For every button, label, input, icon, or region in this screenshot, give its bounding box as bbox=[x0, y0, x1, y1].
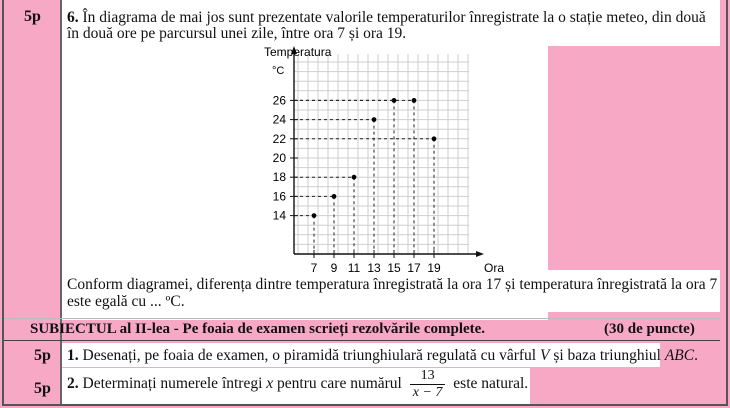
q1-number: 1. bbox=[67, 347, 79, 364]
x-tick-label: 17 bbox=[407, 261, 421, 274]
y-tick-label: 22 bbox=[272, 131, 286, 146]
q2-text-c: este natural. bbox=[453, 375, 529, 393]
q2-text-b: pentru care numărul bbox=[277, 375, 402, 393]
x-tick-label: 15 bbox=[387, 261, 401, 274]
x-axis-title: Ora bbox=[484, 261, 505, 274]
q1-text-b: și baza triunghiul bbox=[553, 347, 661, 364]
temperature-chart bbox=[262, 44, 522, 274]
data-point bbox=[352, 175, 357, 180]
y-axis-unit: °C bbox=[272, 65, 285, 77]
q2-fraction-denominator: x − 7 bbox=[412, 385, 443, 400]
q6-text-1: În diagrama de mai jos sunt prezentate valorile temperaturilor înregistrate la o stație meteo, din două bbox=[82, 9, 706, 26]
q2-number: 2. bbox=[67, 375, 79, 393]
data-point bbox=[332, 194, 337, 199]
q2-line bbox=[67, 368, 528, 401]
x-tick-label: 11 bbox=[347, 261, 361, 274]
y-axis-title: Temperatura bbox=[264, 45, 332, 59]
q1-points: 5p bbox=[34, 347, 51, 364]
x-tick-label: 9 bbox=[330, 261, 338, 274]
q6-points: 5p bbox=[24, 8, 41, 25]
data-point bbox=[412, 98, 417, 103]
data-point bbox=[432, 136, 437, 141]
section-top-rule bbox=[4, 318, 720, 319]
section-2-score: (30 de puncte) bbox=[604, 321, 695, 337]
q1-text-c: . bbox=[694, 347, 698, 364]
y-tick-label: 16 bbox=[272, 189, 286, 204]
data-point bbox=[372, 117, 377, 122]
x-tick-label: 19 bbox=[427, 261, 441, 274]
data-point bbox=[312, 213, 317, 218]
x-tick-label: 13 bbox=[367, 261, 381, 274]
section-2-title: SUBIECTUL al II-lea - Pe foaia de examen scrieți rezolvările complete. bbox=[30, 321, 486, 337]
y-tick-label: 14 bbox=[272, 208, 286, 223]
y-tick-label: 18 bbox=[272, 170, 286, 185]
points-column-separator bbox=[60, 0, 62, 404]
q6-after-line-2: este egală cu ... ºC. bbox=[67, 293, 185, 310]
q2-points: 5p bbox=[34, 380, 51, 397]
section-bottom-rule bbox=[4, 340, 720, 341]
q1-var-v: V bbox=[540, 347, 550, 364]
q2-fraction bbox=[410, 368, 446, 401]
q1-line bbox=[67, 347, 698, 365]
y-tick-label: 26 bbox=[272, 93, 286, 108]
x-tick-label: 7 bbox=[310, 261, 318, 274]
q6-after-line-1: Conform diagramei, diferența dintre temperatura înregistrată la ora 17 și temperatura înregistrată la ora 7 bbox=[67, 276, 718, 293]
q2-var-x: x bbox=[266, 375, 274, 393]
q1-var-abc: ABC bbox=[664, 347, 695, 364]
q2-text-a: Determinați numerele întregi bbox=[82, 375, 263, 393]
x-axis-arrow bbox=[476, 251, 484, 257]
y-tick-label: 24 bbox=[272, 112, 286, 127]
y-tick-label: 20 bbox=[272, 151, 286, 165]
q1-text-a: Desenați, pe foaia de examen, o piramidă triunghiulară regulată cu vârful bbox=[82, 347, 537, 364]
q6-line-2: în două ore pe parcursul unei zile, între ora 7 și ora 19. bbox=[67, 25, 407, 42]
q6-number: 6. bbox=[67, 9, 79, 26]
q2-fraction-numerator: 13 bbox=[410, 368, 446, 385]
